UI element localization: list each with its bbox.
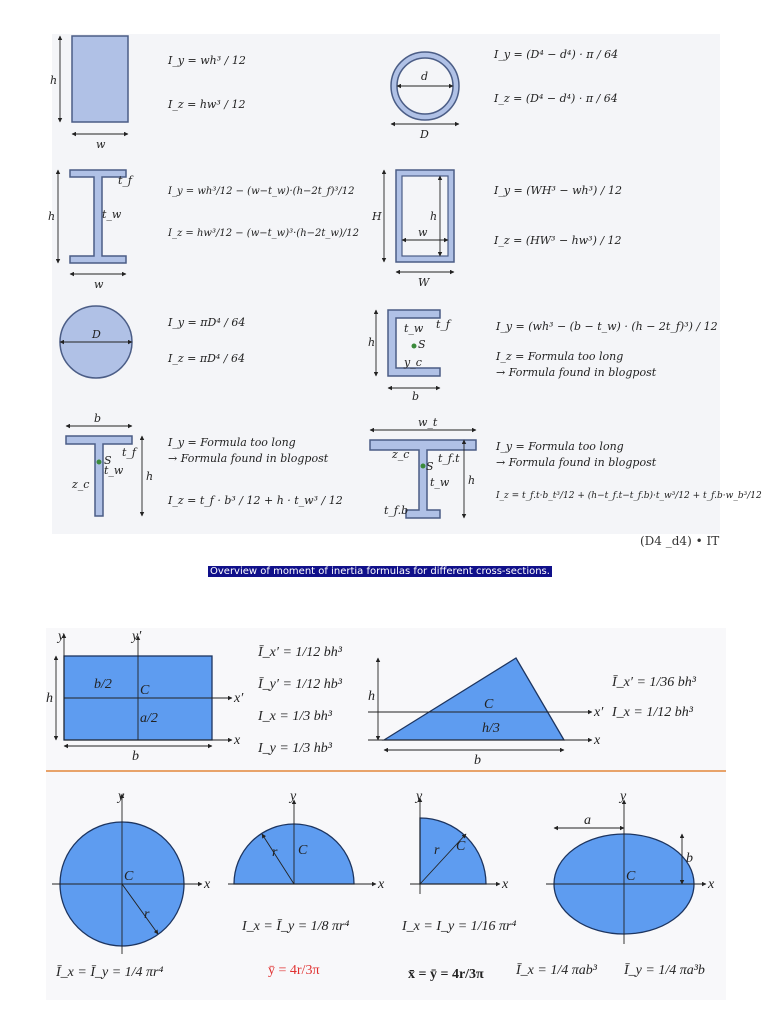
ibeam-w-label: w: [94, 278, 104, 291]
rect-iy-formula: I_y = wh³ / 12: [168, 54, 246, 67]
triangle-xprime-label: x′: [594, 705, 604, 720]
circle-iy-formula: I_y = πD⁴ / 64: [168, 316, 246, 329]
hollow-H-label: H: [372, 210, 382, 223]
triangle-h-label: h: [368, 689, 375, 704]
quarter-x-label: x: [502, 877, 509, 892]
ibeam-section: [48, 170, 359, 291]
asym-iz-formula: I_z = t_f.t·b_t³/12 + (h−t_f.t−t_f.b)·t_w³/12 + t_f.b·w_b³/12: [496, 491, 762, 501]
asym-iy-line2: → Formula found in blogpost: [496, 456, 657, 469]
semicircle-C-label: C: [298, 843, 308, 858]
circle-section: [60, 306, 245, 378]
tee-zc-label: z_c: [72, 478, 90, 491]
semicircle-centroid: ȳ = 4r/3π: [268, 963, 320, 978]
tee-shear-center: [97, 460, 102, 465]
channel-h-label: h: [368, 336, 376, 349]
rect2-formula-4: I_y = 1/3 hb³: [258, 741, 332, 756]
semicircle-y-label: y: [290, 789, 297, 804]
asym-shear-center: [421, 464, 426, 469]
ellipse-b-label: b: [686, 851, 693, 866]
ellipse-formula-x: Ī_x = 1/4 πab³: [516, 963, 597, 978]
ellipse-diagram: [515, 789, 715, 978]
channel-iz-line1: I_z = Formula too long: [496, 350, 624, 363]
channel-shear-center: [412, 344, 417, 349]
tee-iy-line2: → Formula found in blogpost: [168, 452, 329, 465]
channel-S-label: S: [418, 338, 426, 351]
triangle-diagram: [368, 658, 697, 768]
section-divider: [46, 770, 726, 772]
circle2-x-label: x: [204, 877, 211, 892]
circle2-y-label: y: [118, 789, 125, 804]
channel-yc-label: y_c: [404, 356, 422, 369]
hollow-W-label: W: [418, 276, 430, 289]
ellipse-a-label: a: [584, 813, 591, 828]
circle-D-label: D: [92, 328, 101, 341]
ellipse-y-label: y: [620, 789, 627, 804]
hollow-iz-formula: I_z = (HW³ − hw³) / 12: [494, 234, 622, 247]
tube-D-label: D: [420, 128, 429, 141]
circle2-diagram: [52, 789, 211, 980]
rect-w-label: w: [96, 138, 106, 151]
ibeam-tw-label: t_w: [102, 208, 122, 221]
hollow-iy-formula: I_y = (WH³ − wh³) / 12: [494, 184, 622, 197]
rect-h-label: h: [50, 74, 58, 87]
asym-tw-label: t_w: [430, 476, 450, 489]
tee-iz-formula: I_z = t_f · b³ / 12 + h · t_w³ / 12: [168, 494, 343, 507]
channel-iz-line2: → Formula found in blogpost: [496, 366, 657, 379]
rect2-formula-2: Ī_y′ = 1/12 hb³: [258, 677, 342, 692]
channel-section: [368, 310, 718, 403]
hollow-h-label: h: [430, 210, 438, 223]
semicircle-formula: I_x = Ī_y = 1/8 πr⁴: [242, 919, 350, 934]
triangle-b-label: b: [474, 753, 481, 768]
hollow-w-label: w: [418, 226, 428, 239]
cross-section-formulas-panel: [48, 34, 762, 534]
triangle-hthird-label: h/3: [482, 721, 500, 736]
quarter-centroid: x̄ = ȳ = 4r/3π: [408, 967, 484, 982]
ibeam-iz-formula: I_z = hw³/12 − (w−t_w)³·(h−2t_w)/12: [168, 228, 359, 239]
rect2-xprime-label: x′: [234, 691, 244, 706]
triangle-formula-2: I_x = 1/12 bh³: [612, 705, 693, 720]
rect2-h-label: h: [46, 691, 53, 706]
rect-section: [50, 36, 246, 151]
quarter-r-label: r: [434, 843, 440, 858]
tee-h-label: h: [146, 470, 154, 483]
quarter-shape: [420, 818, 486, 884]
ibeam-iy-formula: I_y = wh³/12 − (w−t_w)·(h−2t_f)³/12: [168, 186, 355, 197]
tee-S-label: S: [104, 454, 112, 467]
semicircle-x-label: x: [378, 877, 385, 892]
rect2-C-label: C: [140, 683, 150, 698]
circle2-r-label: r: [144, 907, 150, 922]
tube-section: [391, 48, 618, 141]
rect2-y-label: y: [58, 629, 65, 644]
triangle-formula-1: Ī_x′ = 1/36 bh³: [612, 675, 696, 690]
semicircle-r-label: r: [272, 845, 278, 860]
circle2-C-label: C: [124, 869, 134, 884]
rect2-formula-3: I_x = 1/3 bh³: [258, 709, 332, 724]
channel-iy-formula: I_y = (wh³ − (b − t_w) · (h − 2t_f)³) / 12: [496, 320, 718, 333]
circle2-formula: Ī_x = Ī_y = 1/4 πr⁴: [56, 965, 164, 980]
circle-iz-formula: I_z = πD⁴ / 64: [168, 352, 246, 365]
quarter-formula: I_x = I_y = 1/16 πr⁴: [402, 919, 517, 934]
tee-tw-label: t_w: [104, 464, 124, 477]
tube-iz-formula: I_z = (D⁴ − d⁴) · π / 64: [494, 92, 618, 105]
rect-centroid-diagram: [46, 629, 343, 764]
channel-tw-label: t_w: [404, 322, 424, 335]
rect-shape: [72, 36, 128, 122]
asym-zc-label: z_c: [392, 448, 410, 461]
rect2-yprime-label: y′: [132, 629, 142, 644]
rect2-formula-1: Ī_x′ = 1/12 bh³: [258, 645, 342, 660]
rect2-ahalf-label: a/2: [140, 711, 158, 726]
asym-ibeam-section: [370, 416, 762, 518]
tube-iy-formula: I_y = (D⁴ − d⁴) · π / 64: [494, 48, 619, 61]
rect-iz-formula: I_z = hw³ / 12: [168, 98, 246, 111]
hollow-rect-section: [371, 170, 622, 289]
ibeam-h-label: h: [48, 210, 56, 223]
triangle-C-label: C: [484, 697, 494, 712]
centroid-formulas-panel: [46, 628, 726, 1000]
hollow-rect-inner: [402, 176, 448, 256]
ellipse-C-label: C: [626, 869, 636, 884]
asym-iy-line1: I_y = Formula too long: [496, 440, 624, 453]
rect2-b-label: b: [132, 749, 139, 764]
channel-b-label: b: [412, 390, 420, 403]
rect2-x-label: x: [234, 733, 241, 748]
tee-b-label: b: [94, 412, 102, 425]
figure-credit: (D4 _d4) • IT: [640, 534, 720, 548]
asym-tft-label: t_f.t: [438, 452, 460, 465]
asym-S-label: S: [426, 460, 434, 473]
ibeam-tf-label: t_f: [118, 174, 132, 187]
tee-iy-line1: I_y = Formula too long: [168, 436, 296, 449]
asym-tfb-label: t_f.b: [384, 504, 409, 517]
quarter-C-label: C: [456, 839, 466, 854]
ellipse-x-label: x: [708, 877, 715, 892]
channel-tf-label: t_f: [436, 318, 450, 331]
rect2-bhalf-label: b/2: [94, 677, 112, 692]
tube-d-label: d: [421, 70, 429, 83]
tee-section: [66, 412, 343, 516]
tee-tf-label: t_f: [122, 446, 136, 459]
triangle-shape: [384, 658, 564, 740]
asym-h-label: h: [468, 474, 476, 487]
ellipse-formula-y: Ī_y = 1/4 πa³b: [624, 963, 705, 978]
quarter-diagram: [401, 789, 516, 982]
triangle-x-label: x: [594, 733, 601, 748]
quarter-y-label: y: [416, 789, 423, 804]
semicircle-diagram: [228, 789, 385, 978]
asym-wt-label: w_t: [418, 416, 438, 429]
figure-caption: Overview of moment of inertia formulas for different cross-sections.: [210, 566, 550, 577]
